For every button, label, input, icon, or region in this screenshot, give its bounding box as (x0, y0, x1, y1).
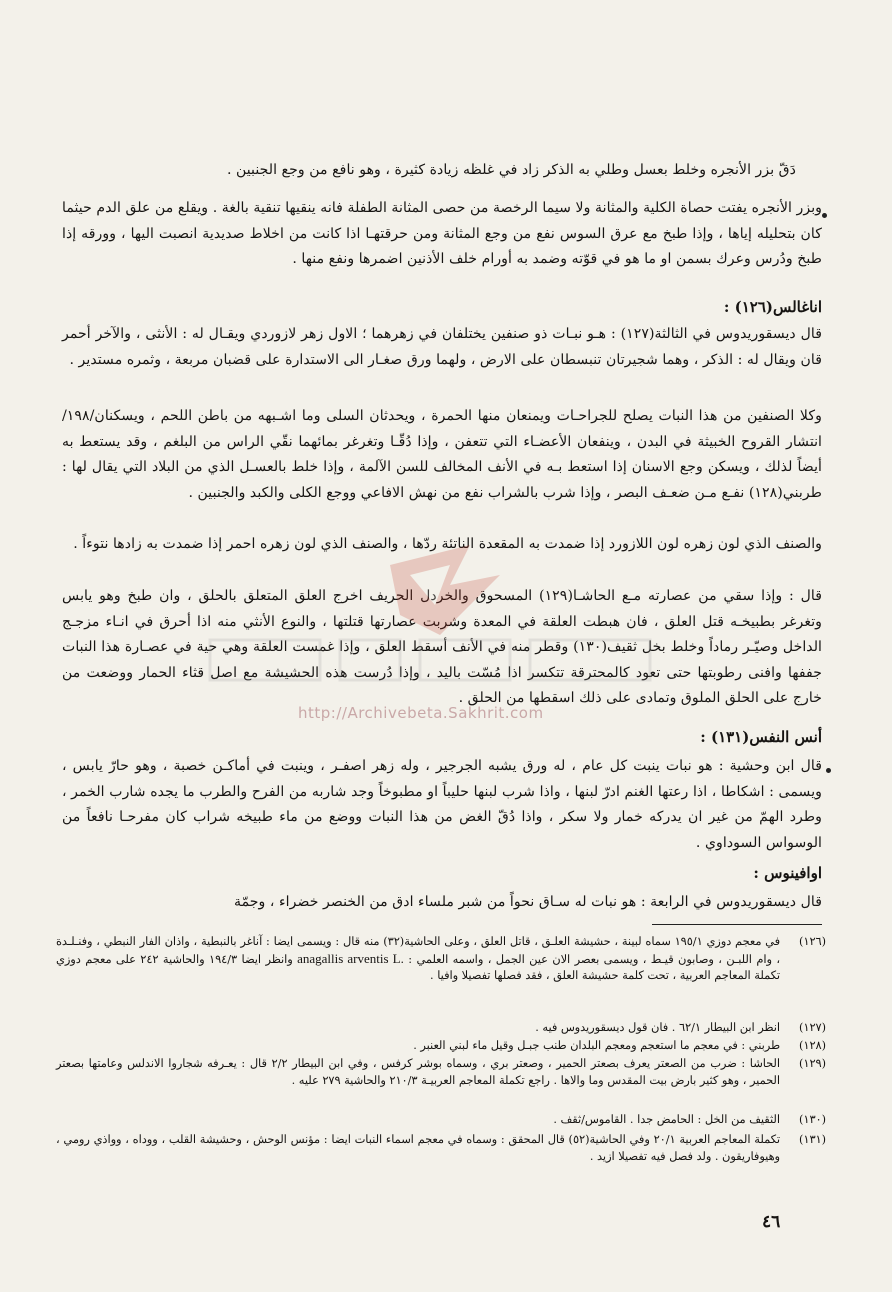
paragraph-3: قال ديسقوريدوس في الثالثة(١٢٧) : هـو نبـات ذو صنفين يختلفان في زهرهما ؛ الاول زهر لازوردي ويقـال له : الأنثى ، والآخر أحمر قان ويقال له : الذكر ، وهما شجيرتان تنبسطان على الارض ، ولهما ورق صغـار الى الاستدارة على قضبان مربعة ، وثمره مستدير . (62, 326, 822, 368)
footnote-text: الثقيف من الخل : الحامض جدا . القاموس/ثقف . (553, 1113, 780, 1126)
footnote-number: (١٢٧) (798, 1021, 826, 1034)
footnote-text: طربني : في معجم ما استعجم ومعجم البلدان طنب جبـل وقيل ماء لبني العنبر . (413, 1039, 780, 1052)
heading-anagallis: اناغالس(١٢٦) : (723, 298, 822, 316)
footnote-number: (١٣١) (798, 1133, 826, 1146)
footnote-128 (56, 1038, 826, 1055)
footnote-number: (١٣٠) (798, 1113, 826, 1126)
footnote-number: (١٢٩) (798, 1057, 826, 1070)
heading-anis-alnafs: أنس النفس(١٣١) : (700, 728, 822, 746)
margin-dot (822, 213, 827, 218)
footnote-131 (56, 1132, 826, 1165)
footnote-130 (56, 1112, 826, 1129)
footnote-separator (652, 924, 822, 925)
footnote-number: (١٢٨) (798, 1039, 826, 1052)
paragraph-7: قال ابن وحشية : هو نبات ينبت كل عام ، له ورق يشبه الجرجير ، وله زهر اصفـر ، وينبت في أماكـن خصبة ، وهو حارّ يابس ، ويسمى : اشكاطا ، اذا رعتها الغنم ادرّ لبنها ، واذا شرب لبنها حليباً او مطبوخاً وجد شاربه من الفرح والطرب ما يجده شارب الخمر ، وطرد الهمّ من غير ان يدركه خمار ولا سكر ، واذا دُقّ الغض من هذا النبات ووضع من ماء طبيخه شراب كان مفرحـا نافعاً من الوسواس السوداوي . (62, 758, 822, 851)
footnote-127 (56, 1020, 826, 1037)
watermark-url: http://Archivebeta.Sakhrit.com (298, 704, 544, 722)
footnote-text-continued: وانظر ايضا ١٩٤/٣ والحاشية ٢٤٢ على معجم دوزي تكملة المعاجم العربية ، تحت كلمة حشيشة العلق ، فقد فصلها تفصيلا وافيا . (56, 952, 780, 983)
footnote-text: في معجم دوزي ١٩٥/١ سماه لبينة ، حشيشة العلـق ، قاتل العلق ، وعلى الحاشية(٣٢) منه قال : ويسمى ايضا : آناغر بالنبطية ، واذان الفار النبطي ، وفنـلـدة ، وام اللبـن ، وصابون قيـط ، ويسمى بعصر الان عين الجمل ، واسمه العلمي : (56, 935, 781, 966)
paragraph-1: دَ‌قّ بزر الأنجره وخلط بعسل وطلي به الذكر زاد في غلظه زيادة كثيرة ، وهو نافع من وجع الجنبين . (226, 162, 796, 178)
margin-dot (826, 768, 831, 773)
paragraph-5: والصنف الذي لون زهره لون اللازورد إذا ضمدت به المقعدة الناتئة ردّها ، والصنف الذي لون زهره احمر إذا ضمدت به زادها نتوءاً . (73, 536, 822, 552)
footnote-text: انظر ابن البيطار ٦٢/١ . فان قول ديسقوريدوس فيه . (535, 1021, 780, 1034)
footnote-number: (١٢٦) (798, 935, 826, 948)
paragraph-2: وبزر الأنجره يفتت حصاة الكلية والمثانة ولا سيما الرخصة من حصى المثانة الطفلة فانه ينقيها تنقية بالغة . ويقلع من علق الدم حيثما كان بتحليله إياها ، وإذا طبخ مع عرق السوس نفع من وجع المثانة ومن حرقتهـا اذا كانت من اخلاط صديدية انصبت اليها ، وورقه إذا طبخ ودُرس وعرك بسمن او ما هو في قوّته وضمد به أورام خلف الأذنين اضمرها ونفع منها . (62, 200, 822, 267)
footnote-129 (56, 1056, 826, 1089)
paragraph-6: قال : وإذا سقي من عصارته مـع الحاشـا(١٢٩) المسحوق والخردل الحريف اخرج العلق المتعلق بالحلق ، وان طبخ وهو يابس وتغرغر بطبيخـه قتل العلق ، فان هبطت العلقة في المعدة وشربت عصارتها قتلتها ، والنوع الأنثي منه اذا أحرق في انـاء مزجـج الداخل وصيّـر رماداً وخلط بخل ثقيف(١٣٠) وقطر منه في الأنف أسقط العلق ، وإذا غمست العلقة وهي حية في عصـارة هذا النبات جففها وافنى رطوبتها حتى تعود كالمحترقة تتكسر اذا مُسّت باليد ، وإذا دُرست هذه الحشيشة مع اصل قثاء الحمار ووضعت من خارج على الحلق الملوق وتمادى على ذلك اسقطها من الحلق . (62, 588, 822, 706)
paragraph-8: قال ديسقوريدوس في الرابعة : هو نبات له سـاق نحواً من شبر ملساء ادق من الخنصر خضراء ، وجمّة (233, 894, 822, 910)
footnote-text: الحاشا : ضرب من الصعتر يعرف بصعتر الحمير ، وصعتر بري ، وسماه بوشر كرفس ، وفي ابن البيطار ٢/٢ قال : يعـرفه شجاروا الاندلس وعامتها بصعتر الحمير ، وهو كثير بارض بيت المقدس وما والاها . راجع تكملة المعاجم العربيـة ٢١٠/٣ والحاشية ٢٧٩ عليه . (56, 1057, 781, 1087)
footnote-126 (56, 934, 826, 985)
page-number: ٤٦ (762, 1212, 781, 1232)
paragraph-4: وكلا الصنفين من هذا النبات يصلح للجراحـات ويمنعان منها الحمرة ، ويحدثان السلى وما اشـبهه من باطن اللحم ، ويسكنان/١٩٨/انتشار القروح الخبيثة في البدن ، وينفعان الأعضـاء التي تتعفن ، وإذا دُقّـا وتغرغر بمائهما نقّي الراس من البلغم ، وقد يستعط به أيضاً لذلك ، ويسكن وجع الاسنان إذا استعط بـه في الأنف المخالف للسن الآلمة ، وإذا خلط بالعسـل الذي من البلاد التي يقال لها : طربني(١٢٨) نفـع مـن ضعـف البصر ، وإذا شرب بالشراب نفع من نهش الافاعي ووجع الكلى والكبد والجنبين . (62, 408, 822, 501)
heading-awafinus: اوافينوس : (753, 864, 822, 882)
footnote-latin-name: anagallis arventis L. (297, 950, 404, 966)
footnote-text: تكملة المعاجم العربية ٢٠/١ وفي الحاشية(٥٢) قال المحقق : وسماه في معجم اسماء النبات ايضا : مؤنس الوحش ، وحشيشة القلب ، ووداه ، وواذي رومي ، وهيوفاريقون . ولد فصل فيه تفصيلا ازيد . (56, 1133, 780, 1163)
